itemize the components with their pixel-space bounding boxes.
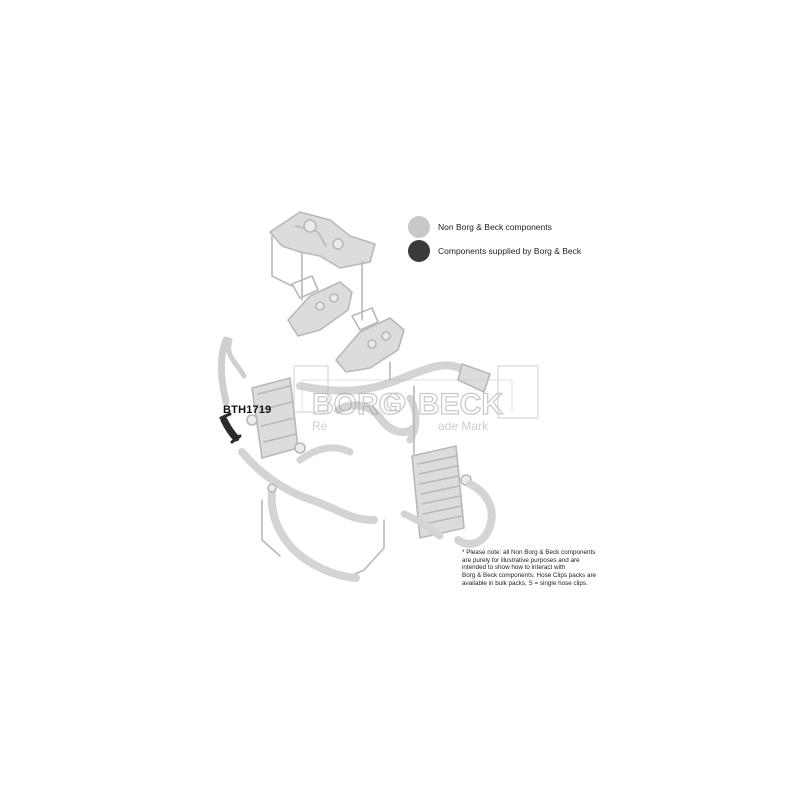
note-line: * Please note: all Non Borg & Beck components — [462, 549, 596, 556]
disclaimer-note — [462, 549, 600, 588]
legend-non-bb-swatch — [408, 216, 430, 238]
legend-bb-swatch — [408, 240, 430, 262]
note-line: Borg & Beck components. Hose Clips packs are — [462, 572, 597, 580]
legend-bb — [408, 240, 581, 262]
legend-non-bb — [408, 216, 552, 238]
manifold-top — [270, 212, 375, 268]
intercooler-left — [247, 378, 305, 458]
watermark-tagline-right: ade Mark — [438, 419, 489, 433]
legend-non-bb-label: Non Borg & Beck components — [438, 222, 552, 232]
part-number-label: BTH1719 — [223, 404, 272, 416]
note-line: intended to show how to interact with — [462, 564, 566, 572]
watermark-tagline-left: Re — [312, 419, 328, 433]
left-vertical-hose — [221, 340, 244, 402]
watermark-brand-right: BECK — [418, 388, 504, 421]
legend-bb-label: Components supplied by Borg & Beck — [438, 246, 582, 256]
note-line: are purely for illustrative purposes and are — [462, 556, 580, 564]
note-line: available in bulk packs, S = single hose clips. — [462, 579, 588, 587]
part-bth1719-hose — [221, 414, 240, 442]
manifold-middle — [288, 282, 352, 336]
watermark-brand-left: BORG — [312, 388, 402, 421]
